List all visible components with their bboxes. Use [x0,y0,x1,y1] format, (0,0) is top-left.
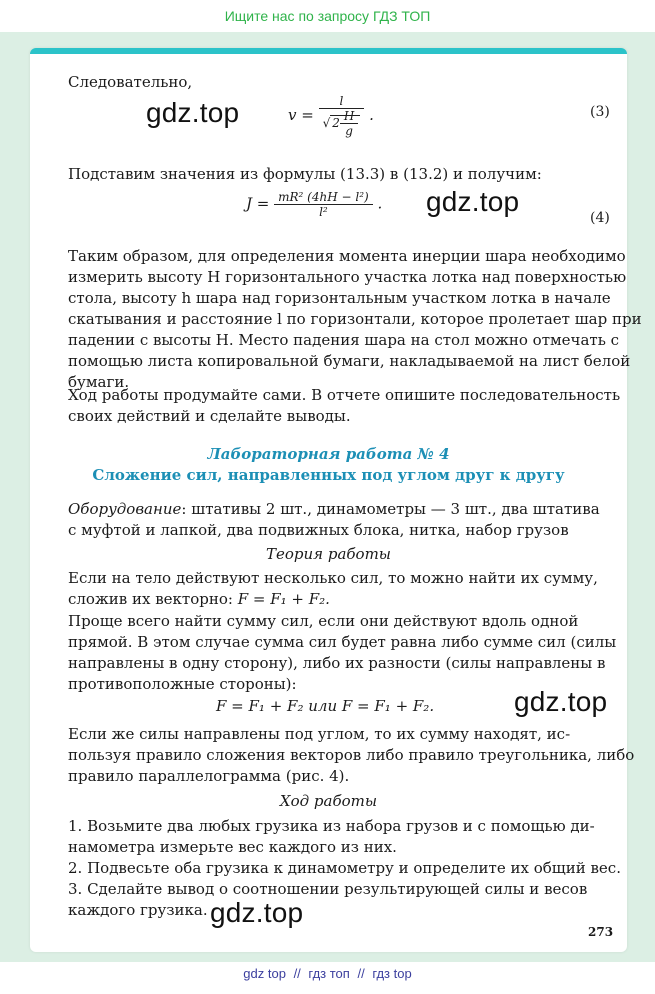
text-line: Подставим значения из формулы (13.3) в (13.2) и получим: [68,165,542,183]
watermark: gdz.top [514,686,608,717]
footer-separator: // [293,966,301,981]
paragraph-line: бумаги. [68,373,130,391]
equipment-line [68,499,600,520]
theory-line: прямой. В этом случае сумма сил будет равна либо сумме сил (силы [68,633,617,651]
theory-line: противоположные стороны): [68,675,297,693]
footer-link-1[interactable]: gdz top [243,966,286,981]
eq3-inner-den: g [345,124,353,138]
step-line: 1. Возьмите два любых грузика из набора грузов и с помощью ди- [68,817,595,835]
theory-line: Проще всего найти сумму сил, если они действуют вдоль одной [68,612,579,630]
paragraph-line: падении с высоты H. Место падения шара на стол можно отмечать с [68,331,620,349]
eq4-denominator: l² [319,205,328,219]
paragraph-line: Таким образом, для определения момента инерции шара необходимо [68,247,626,265]
eq4-numerator: mR² (4hH − l²) [274,190,373,205]
paragraph-line: Ход работы продумайте сами. В отчете опишите последовательность [68,386,621,404]
equation-3 [288,94,374,138]
theory-line: пользуя правило сложения векторов либо правило треугольника, либо [68,746,635,764]
equipment-text: : штативы 2 шт., динамометры — 3 шт., два штатива [181,500,600,518]
theory-heading: Теория работы [265,545,392,563]
theory-line: Если же силы направлены под углом, то их сумму находят, ис- [68,725,571,743]
footer-link-2[interactable]: гдз топ [308,966,350,981]
eq3-fraction [319,94,365,138]
watermark: gdz.top [146,97,240,128]
theory-line [68,589,330,610]
paragraph-line: своих действий и сделайте выводы. [68,407,351,425]
eq3-root-coef: 2 [332,116,340,130]
equation-4 [246,190,382,219]
equation-number: (4) [590,210,610,226]
paragraph-line: скатывания и расстояние l по горизонтали, которое пролетает шар при [68,310,642,328]
step-line: намометра измерьте вес каждого из них. [68,838,397,856]
step-line: каждого грузика. [68,901,208,919]
eq4-lhs: J = [246,194,270,213]
paragraph-line: измерить высоту H горизонтального участка лотка над поверхностью [68,268,627,286]
eq3-inner-fraction [340,109,358,138]
equipment-line: с муфтой и лапкой, два подвижных блока, нитка, набор грузов [68,521,569,539]
eq3-lhs: v = [288,106,314,124]
top-banner: Ищите нас по запросу ГДЗ ТОП [224,8,431,24]
eq3-denominator: √ 2 $\frac{H}{g}$ [319,109,365,138]
step-line: 2. Подвесьте оба грузика к динамометру и определите их общий вес. [68,859,621,877]
equation-number: (3) [590,104,610,120]
lab-subtitle: Сложение сил, направленных под углом друг к другу [92,466,565,484]
theory-line: Если на тело действуют несколько сил, то можно найти их сумму, [68,569,598,587]
eq3-tail: . [369,106,374,124]
eq3-numerator: l [319,94,365,109]
equipment-label: Оборудование [68,500,182,518]
eq3-inner-num: H [340,109,358,124]
paragraph-line: стола, высоту h шара над горизонтальным участком лотка в начале [68,289,611,307]
theory-line: направлены в одну сторону), либо их разности (силы направлены в [68,654,606,672]
lab-title: Лабораторная работа № 4 [207,445,450,463]
eq4-fraction [274,190,373,219]
footer-link-3[interactable]: гдз top [372,966,412,981]
step-line: 3. Сделайте вывод о соотношении результирующей силы и весов [68,880,588,898]
sum-equation: F = F₁ + F₂ или F = F₁ + F₂. [216,697,435,715]
theory-line-text: сложив их векторно: [68,590,233,608]
watermark: gdz.top [210,897,304,928]
paragraph-line: помощью листа копировальной бумаги, накладываемой на лист белой [68,352,631,370]
theory-line: правило параллелограмма (рис. 4). [68,767,350,785]
text-line: Следовательно, [68,73,193,91]
page-number: 273 [588,925,614,939]
eq4-tail: . [377,194,383,213]
watermark: gdz.top [426,186,520,217]
footer-links [0,966,655,981]
footer-separator: // [357,966,365,981]
vector-equation: F = F₁ + F₂. [237,590,330,608]
work-heading: Ход работы [279,792,378,810]
